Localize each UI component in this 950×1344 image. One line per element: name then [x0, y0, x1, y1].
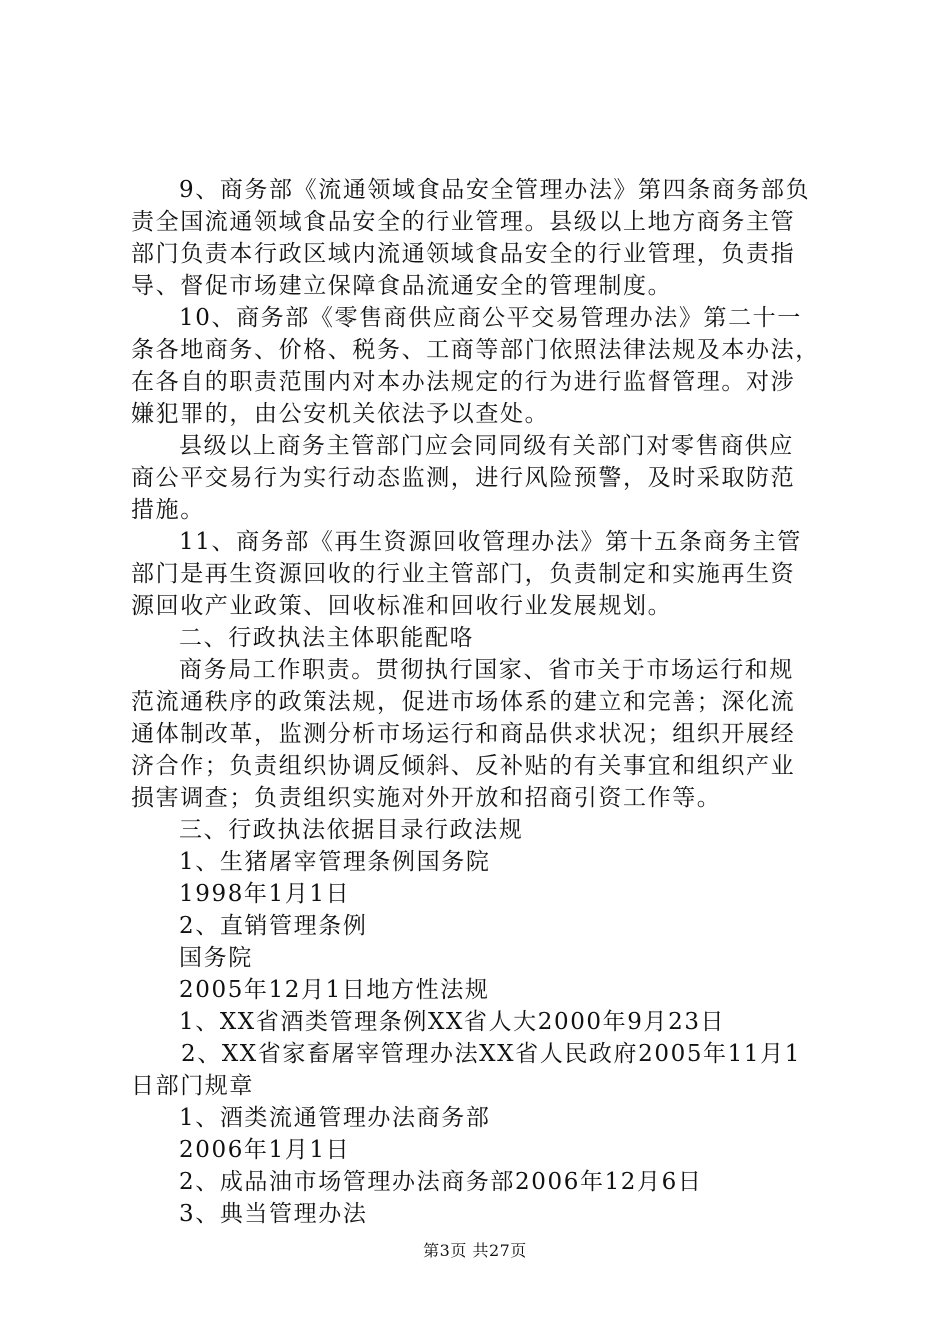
text-line: 11、商务部《再生资源回收管理办法》第十五条商务主管: [179, 529, 802, 555]
list-item: 2、XX省家畜屠宰管理办法XX省人民政府2005年11月1: [181, 1041, 801, 1067]
section-heading: 三、行政执法依据目录行政法规: [179, 817, 524, 843]
list-item: 3、典当管理办法: [179, 1201, 368, 1227]
list-item-issuer: 国务院: [179, 945, 253, 971]
text-line: 条各地商务、价格、税务、工商等部门依照法律法规及本办法，: [131, 337, 820, 363]
list-item-date: 1998年1月1日: [179, 881, 351, 907]
text-line: 源回收产业政策、回收标准和回收行业发展规划。: [131, 593, 673, 619]
text-line: 通体制改革，监测分析市场运行和商品供求状况；组织开展经: [131, 721, 796, 747]
text-line: 日部门规章: [131, 1073, 254, 1099]
page-footer: 第3页 共27页: [423, 1241, 527, 1260]
text-line: 损害调查；负责组织实施对外开放和招商引资工作等。: [131, 785, 722, 811]
section-heading: 二、行政执法主体职能配咯: [179, 625, 475, 651]
text-line: 范流通秩序的政策法规，促进市场体系的建立和完善；深化流: [131, 689, 796, 715]
text-line: 导、督促市场建立保障食品流通安全的管理制度。: [131, 273, 673, 299]
text-line: 10、商务部《零售商供应商公平交易管理办法》第二十一: [179, 305, 802, 331]
list-item: 1、酒类流通管理办法商务部: [179, 1105, 491, 1131]
body-text: [131, 174, 831, 1230]
list-item-date: 2006年1月1日: [179, 1137, 351, 1163]
list-item: 2、直销管理条例: [179, 913, 368, 939]
list-item: 1、生猪屠宰管理条例国务院: [179, 849, 491, 875]
text-line: 部门是再生资源回收的行业主管部门，负责制定和实施再生资: [131, 561, 796, 587]
list-item-date: 2005年12月1日地方性法规: [179, 977, 490, 1003]
text-line: 商务局工作职责。贯彻执行国家、省市关于市场运行和规: [179, 657, 794, 683]
text-line: 责全国流通领域食品安全的行业管理。县级以上地方商务主管: [131, 209, 796, 235]
text-line: 部门负责本行政区域内流通领域食品安全的行业管理，负责指: [131, 241, 796, 267]
list-item: 1、XX省酒类管理条例XX省人大2000年9月23日: [179, 1009, 726, 1035]
text-line: 县级以上商务主管部门应会同同级有关部门对零售商供应: [179, 433, 794, 459]
text-line: 嫌犯罪的，由公安机关依法予以查处。: [131, 401, 550, 427]
list-item: 2、成品油市场管理办法商务部2006年12月6日: [179, 1169, 703, 1195]
text-line: 9、商务部《流通领域食品安全管理办法》第四条商务部负: [179, 177, 811, 203]
text-line: 济合作；负责组织协调反倾斜、反补贴的有关事宜和组织产业: [131, 753, 796, 779]
text-line: 商公平交易行为实行动态监测，进行风险预警，及时采取防范: [131, 465, 796, 491]
text-line: 在各自的职责范围内对本办法规定的行为进行监督管理。对涉: [131, 369, 796, 395]
text-line: 措施。: [131, 497, 205, 523]
